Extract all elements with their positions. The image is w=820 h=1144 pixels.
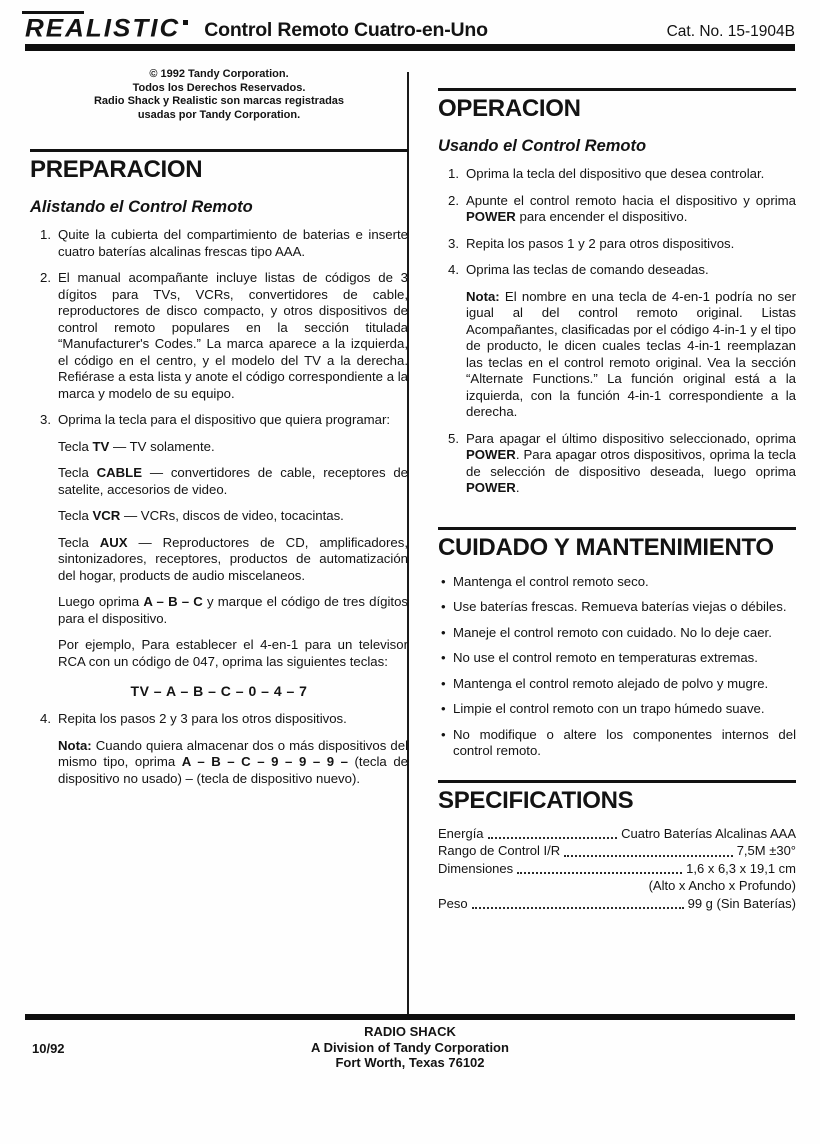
dot-leader xyxy=(517,872,682,874)
care-bullet xyxy=(438,574,796,591)
realistic-logo xyxy=(25,9,188,44)
bullet-text: Maneje el control remoto con cuidado. No lo deje caer. xyxy=(453,624,772,640)
care-bullet xyxy=(438,625,796,642)
prep-nota: Nota: Cuando quiera almacenar dos o más dispositivos del mismo tipo, oprima A – B – C – 9 – 9 – 9 – (tecla de dispositivo no usado) – (tecla de dispositivo nuevo). xyxy=(58,737,408,786)
step-number: 2. xyxy=(448,192,459,208)
footer-company: RADIO SHACK xyxy=(364,1024,456,1039)
step-text: El manual acompañante incluye listas de códigos de 3 dígitos para TVs, VCRs, convertidores de cable, reproductores de disco compacto, y otros dispositivos de control remoto populares en la sección titulada “Manufacturer's Codes.” La marca aparece a la izquierda, el código en el centro, y el modelo del TV a la derecha. Refiérase a esta lista y anote el código correspondiente a la marca y modelo de su equipo. xyxy=(58,270,408,401)
care-bullet xyxy=(438,676,796,693)
spec-label: Peso xyxy=(438,895,468,911)
section-title: CUIDADO Y MANTENIMIENTO xyxy=(438,533,774,561)
spec-value: 99 g (Sin Baterías) xyxy=(687,895,796,911)
spec-row-dimensiones-cont xyxy=(438,877,796,895)
bullet-icon: • xyxy=(441,701,446,716)
brand-name: REALISTIC xyxy=(25,13,181,43)
section-preparacion xyxy=(30,149,408,184)
spec-value: 1,6 x 6,3 x 19,1 cm xyxy=(686,860,796,876)
step-text: Para apagar el último dispositivo seleccionado, oprima POWER. Para apagar otros dispositivos, oprima la tecla de selección de dispositivo deseada, luego oprima POWER. xyxy=(466,430,796,495)
step-number: 1. xyxy=(40,227,51,242)
bullet-icon: • xyxy=(441,599,446,614)
oper-nota: Nota: El nombre en una tecla de 4-en-1 podría no ser igual al del control remoto original. Listas Acompañantes, clasificadas por el código 4-in-1 y el tipo de producto, le dicen cuales teclas 4-in-1 reemplazan las teclas en el control remoto original. Vea la sección “Alternate Functions.” La función original está a la izquierda, con la función 4-in-1 correspondiente a la derecha. xyxy=(466,288,796,419)
step-text: Repita los pasos 2 y 3 para los otros dispositivos. xyxy=(58,711,347,726)
page-title: Control Remoto Cuatro-en-Uno xyxy=(204,19,488,41)
copyright-line: Radio Shack y Realistic son marcas registradas xyxy=(93,95,345,107)
bullet-icon: • xyxy=(441,650,446,665)
spec-value: 7,5M ±30° xyxy=(736,843,796,858)
prep-step-4 xyxy=(30,711,408,728)
dot-leader xyxy=(564,855,733,857)
ejemplo-paragraph: Por ejemplo, Para establecer el 4-en-1 para un televisor RCA con un código de 047, oprima las siguientes teclas: xyxy=(58,637,408,669)
prep-step-2 xyxy=(30,270,408,402)
spec-label: Energía xyxy=(438,825,484,841)
spec-value: (Alto x Ancho x Profundo) xyxy=(648,878,796,893)
bullet-icon: • xyxy=(441,573,446,589)
step-number: 4. xyxy=(40,711,51,726)
oper-step-3 xyxy=(438,236,796,253)
section-specifications xyxy=(438,780,796,815)
tecla-cable-paragraph: Tecla CABLE — convertidores de cable, receptores de satelite, accesorios de video. xyxy=(58,465,409,497)
bullet-icon: • xyxy=(441,624,446,640)
bullet-text: Limpie el control remoto con un trapo húmedo suave. xyxy=(453,701,765,716)
copyright-line: Todos los Derechos Reservados. xyxy=(132,81,306,94)
step-text: Quite la cubierta del compartimiento de baterias e inserte cuatro baterías alcalinas frescas tipo AAA. xyxy=(58,227,408,259)
tecla-tv-paragraph: Tecla TV — TV solamente. xyxy=(58,438,215,454)
subsection-title: Alistando el Control Remoto xyxy=(30,198,253,216)
step-text: Oprima las teclas de comando deseadas. xyxy=(466,262,709,277)
bullet-text: No modifique o altere los componentes internos del control remoto. xyxy=(453,726,796,758)
prep-step-1 xyxy=(30,227,408,260)
spec-label: Rango de Control I/R xyxy=(438,843,561,858)
care-bullet xyxy=(438,727,796,760)
footer-rule xyxy=(25,1014,795,1020)
section-title: PREPARACION xyxy=(30,156,203,183)
care-bullet xyxy=(438,599,796,616)
page-header xyxy=(25,12,795,44)
step-text: Apunte el control remoto hacia el dispositivo y oprima POWER para encender el dispositivo. xyxy=(466,192,796,224)
bullet-text: No use el control remoto en temperaturas extremas. xyxy=(453,650,758,665)
section-operacion xyxy=(438,88,796,123)
dot-leader xyxy=(472,907,684,909)
step-number: 4. xyxy=(448,262,459,277)
copyright-line: © 1992 Tandy Corporation. xyxy=(149,68,289,80)
bullet-icon: • xyxy=(441,675,446,691)
spec-table xyxy=(438,825,796,913)
copyright-line: usadas por Tandy Corporation. xyxy=(137,108,301,121)
spec-value: Cuatro Baterías Alcalinas AAA xyxy=(621,825,796,841)
step-text: Oprima la tecla del dispositivo que desea controlar. xyxy=(466,166,765,181)
care-bullet xyxy=(438,650,796,667)
right-column xyxy=(438,58,796,912)
step-number: 2. xyxy=(40,270,51,285)
step-number: 5. xyxy=(448,430,459,446)
step-number: 3. xyxy=(448,235,459,251)
registered-mark-icon xyxy=(183,20,188,25)
bullet-text: Mantenga el control remoto seco. xyxy=(453,573,649,589)
bullet-text: Mantenga el control remoto alejado de polvo y mugre. xyxy=(453,675,769,691)
step-number: 1. xyxy=(448,166,459,181)
section-title: OPERACION xyxy=(438,95,581,122)
left-column xyxy=(30,58,408,797)
step-text: Oprima la tecla para el dispositivo que quiera programar: xyxy=(58,412,391,427)
oper-step-5 xyxy=(438,431,796,497)
footer-address: Fort Worth, Texas 76102 xyxy=(335,1055,485,1070)
step-text: Repita los pasos 1 y 2 para otros dispositivos. xyxy=(466,235,735,251)
step-number: 3. xyxy=(40,412,51,427)
spec-row-dimensiones xyxy=(438,860,796,878)
prep-step-3 xyxy=(30,412,408,429)
footer-division: A Division of Tandy Corporation xyxy=(311,1039,509,1055)
dot-leader xyxy=(488,837,618,839)
copyright-notice xyxy=(51,68,387,122)
spec-row-energia xyxy=(438,825,796,843)
subsection-title: Usando el Control Remoto xyxy=(438,137,647,155)
catalog-number: Cat. No. 15-1904B xyxy=(666,23,795,40)
key-sequence: TV – A – B – C – 0 – 4 – 7 xyxy=(130,683,308,699)
header-rule xyxy=(25,44,795,51)
tecla-aux-paragraph: Tecla AUX — Reproductores de CD, amplificadores, sintonizadores, receptores, productos de automatización del hogar, products de audio miscelaneos. xyxy=(58,534,409,583)
spec-label: Dimensiones xyxy=(438,860,514,876)
spec-row-rango xyxy=(438,842,796,860)
footer xyxy=(0,1024,820,1071)
luego-paragraph: Luego oprima A – B – C y marque el código de tres dígitos para el dispositivo. xyxy=(58,594,408,626)
section-title: SPECIFICATIONS xyxy=(438,786,634,814)
care-bullet xyxy=(438,701,796,718)
spec-row-peso xyxy=(438,895,796,913)
care-bullet-list xyxy=(438,574,796,760)
bullet-icon: • xyxy=(441,726,446,742)
bullet-text: Use baterías frescas. Remueva baterías viejas o débiles. xyxy=(453,599,787,614)
tecla-vcr-paragraph: Tecla VCR — VCRs, discos de video, tocacintas. xyxy=(58,508,344,523)
footer-date-code: 10/92 xyxy=(32,1041,65,1056)
section-cuidado xyxy=(438,527,796,562)
oper-step-1 xyxy=(438,166,796,183)
oper-step-2 xyxy=(438,193,796,226)
oper-step-4 xyxy=(438,262,796,279)
